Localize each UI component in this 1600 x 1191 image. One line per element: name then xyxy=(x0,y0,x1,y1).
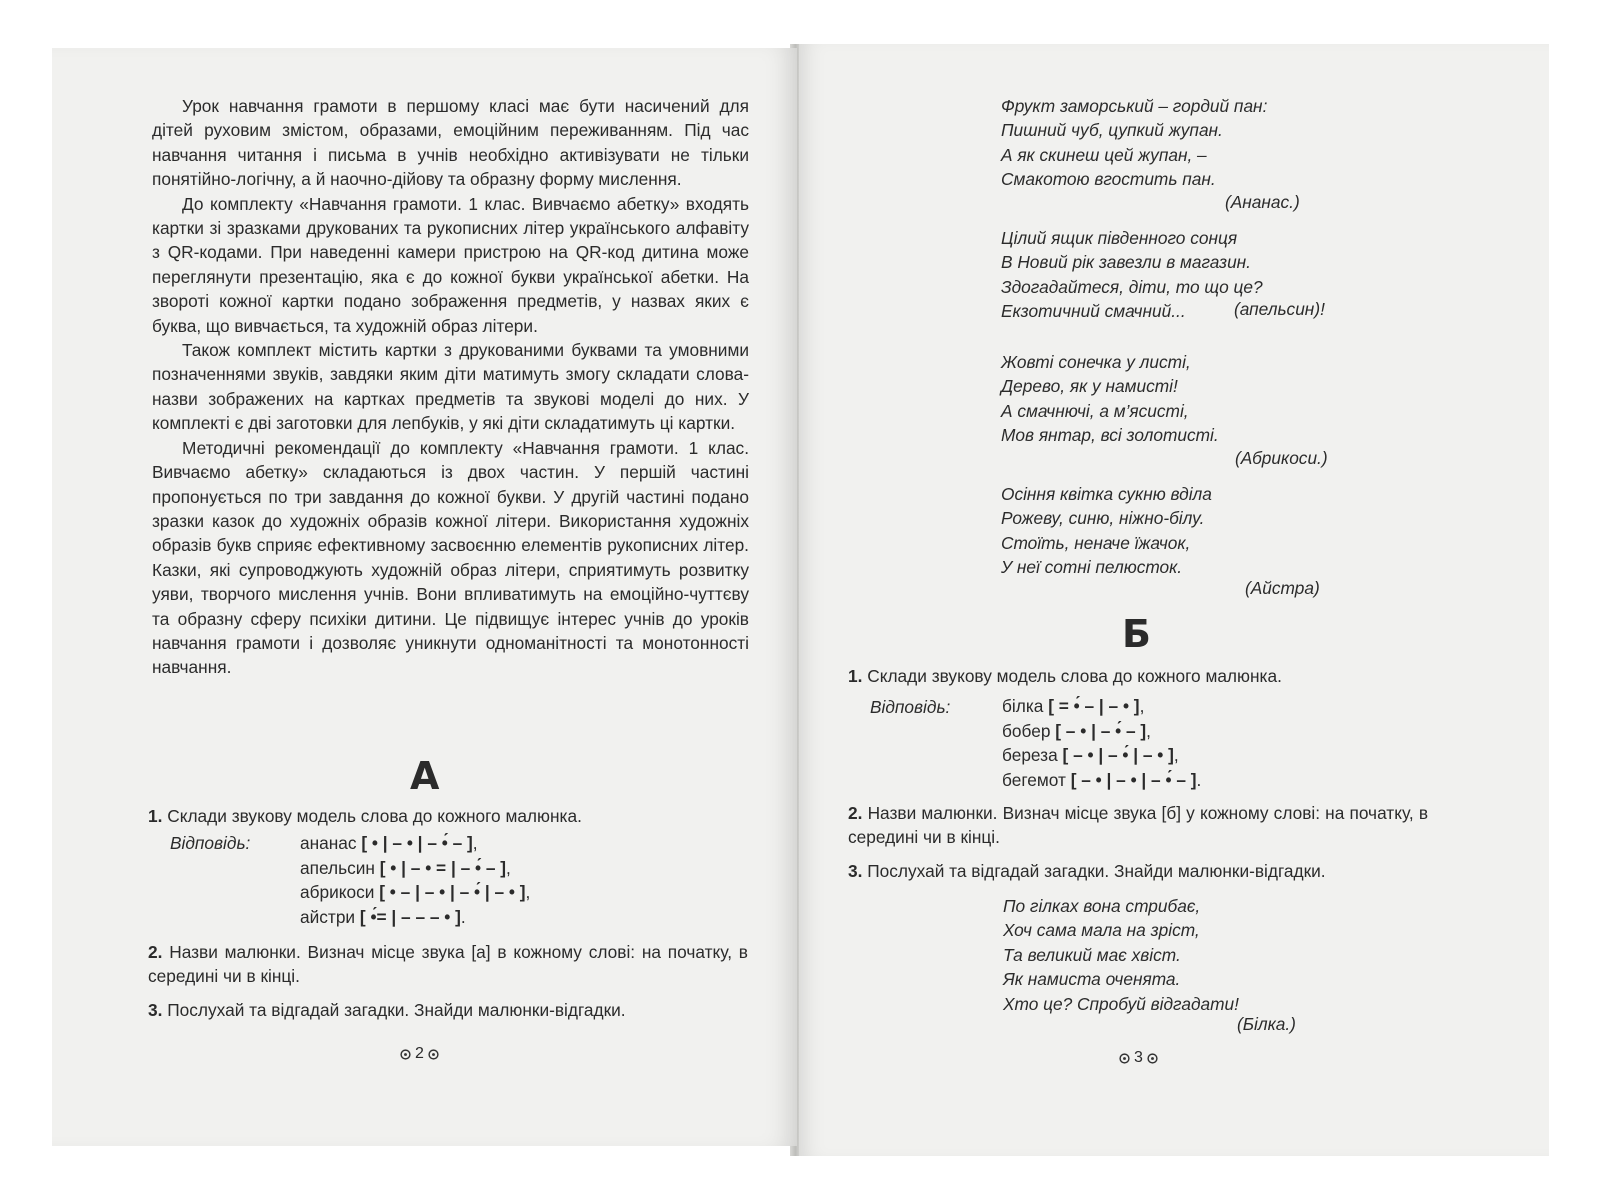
task-number: 1. xyxy=(848,666,863,686)
model-end: . xyxy=(1196,769,1202,790)
task-text: Назви малюнки. Визнач місце звука [а] в кожному слові: на початку, в середині чи в кінці. xyxy=(148,942,748,987)
task-number: 1. xyxy=(148,806,163,826)
sound-models-a xyxy=(300,831,530,929)
riddle-line: Фрукт заморський – гордий пан: xyxy=(1001,96,1268,116)
model-end: , xyxy=(472,833,478,853)
riddle-line: Мов янтар, всі золотисті. xyxy=(1001,425,1219,446)
riddle-2 xyxy=(1001,226,1263,324)
task-text: Склади звукову модель слова до кожного малюнка. xyxy=(867,666,1282,686)
riddle-line: Смакотою вгостить пан. xyxy=(1001,169,1216,190)
riddle-line: Пишний чуб, цупкий жупан. xyxy=(1001,120,1223,141)
riddle-line: Осіння квітка сукню вділа xyxy=(1001,484,1212,504)
intro-paragraph: Урок навчання грамоти в першому класі має бути насичений для дітей руховим змістом, образами, емоційним переживанням. Під час навчання читання і письма в учнів необхідно активізувати не тільки понятійно-логічну, а й наочно-дійову та образну форму мислення. xyxy=(152,96,749,190)
riddle-line: Та великий має хвіст. xyxy=(1003,944,1181,965)
letter-heading-a: А xyxy=(410,754,440,798)
task-2 xyxy=(148,940,748,989)
model-end: , xyxy=(506,857,511,878)
riddle-4 xyxy=(1001,482,1212,580)
model-row xyxy=(1002,743,1201,768)
model-scheme: [ • | – • | – •́ – ] xyxy=(361,833,473,853)
model-scheme: [ = •́ – | – • ] xyxy=(1048,696,1140,716)
riddle-line: А як скинеш цей жупан, – xyxy=(1001,144,1207,165)
riddle-answer: (Абрикоси.) xyxy=(1235,448,1328,468)
riddle-line: Жовті сонечка у листі, xyxy=(1001,352,1191,372)
model-word: береза xyxy=(1002,745,1058,766)
riddle-line: У неї сотні пелюсток. xyxy=(1001,557,1183,578)
answer-label: Відповідь: xyxy=(870,697,951,717)
ornament-left-icon xyxy=(1119,1053,1130,1064)
riddle-line: Як намиста оченята. xyxy=(1003,969,1181,990)
intro-text xyxy=(152,94,749,680)
riddle-3 xyxy=(1001,350,1219,448)
model-row xyxy=(300,856,530,881)
riddle-bilka xyxy=(1003,894,1239,1016)
model-scheme: [ • – | – • | – •́ | – • ] xyxy=(379,882,526,903)
model-row xyxy=(1002,719,1201,744)
riddle-line: В Новий рік завезли в магазин. xyxy=(1001,252,1251,273)
task-number: 3. xyxy=(148,1000,163,1020)
model-row xyxy=(300,831,530,856)
page-number xyxy=(1119,1049,1158,1067)
task-number: 2. xyxy=(848,803,863,823)
model-word: білка xyxy=(1002,696,1044,716)
model-scheme: [ •́= | – – – • ] xyxy=(359,906,461,927)
task-text: Послухай та відгадай загадки. Знайди малюнки-відгадки. xyxy=(867,861,1326,881)
model-word: ананас xyxy=(300,833,357,853)
task-1 xyxy=(848,664,1448,688)
riddle-line: Здогадайтеся, діти, то що це? xyxy=(1001,276,1263,297)
model-scheme: [ – • | – •́ – ] xyxy=(1055,720,1147,741)
model-scheme: [ – • | – • | – •́ – ] xyxy=(1070,769,1197,790)
riddle-line: Стоїть, неначе їжачок, xyxy=(1001,532,1191,553)
intro-paragraph: До комплекту «Навчання грамоти. 1 клас. Вивчаємо абетку» входять картки зі зразками друкованих та рукописних літер українського алфавіту з QR-кодами. При наведенні камери пристрою на QR-код дитина може переглянути презентацію, яка є до кожної букви української абетки. На звороті кожної картки подано зображення предметів, у назвах яких є буква, що вивчається, та художній образ літери. xyxy=(152,193,749,336)
model-end: , xyxy=(1173,745,1179,766)
model-end: , xyxy=(1146,720,1151,741)
intro-paragraph: Методичні рекомендації до комплекту «Навчання грамоти. 1 клас. Вивчаємо абетку» складаються із двох частин. У першій частині пропонується по три завдання до кожної букви. У другій частині подано зразки казок до художніх образів кожної літери. Використання художніх образів букв сприяє ефективному засвоєнню елементів рукописних літер. Казки, які супроводжують художній образ літери, сприятимуть розвитку уяви, творчого мислення учнів. Вони впливатимуть на емоційно-чуттєву та образну сферу психіки дитини. Це підвищує інтерес учнів до уроків навчання грамоти і дозволяє уникнути одноманітності та монотонності навчання. xyxy=(152,437,749,678)
intro-paragraph: Також комплект містить картки з друкованими буквами та умовними позначеннями звуків, завдяки яким діти матимуть змогу складати слова-назви зображених на картках предметів та звукові моделі до них. У комплекті є дві заготовки для лепбуків, у які діти складатимуть ці картки. xyxy=(152,340,749,434)
ornament-right-icon xyxy=(1147,1053,1158,1064)
riddle-answer: (Айстра) xyxy=(1245,578,1320,598)
model-scheme: [ – • | – •́ | – • ] xyxy=(1062,745,1174,766)
ornament-left-icon xyxy=(400,1049,411,1060)
page-number-value: 3 xyxy=(1134,1049,1143,1066)
model-row xyxy=(1002,768,1201,793)
ornament-right-icon xyxy=(428,1049,439,1060)
riddle-answer: (Ананас.) xyxy=(1225,192,1300,212)
right-page xyxy=(799,44,1549,1156)
task-number: 3. xyxy=(848,861,863,881)
riddle-line: Хоч сама мала на зріст, xyxy=(1003,920,1200,941)
riddle-1 xyxy=(1001,94,1267,192)
riddle-line: Цілий ящик південного сонця xyxy=(1001,228,1238,248)
task-3 xyxy=(148,998,748,1022)
letter-heading-b: Б xyxy=(1122,612,1151,656)
task-text: Назви малюнки. Визнач місце звука [б] у кожному слові: на початку, в середині чи в кінці. xyxy=(848,803,1428,848)
task-3 xyxy=(848,859,1448,883)
model-scheme: [ • | – • = | – •́ – ] xyxy=(379,857,507,878)
model-word: абрикоси xyxy=(300,882,375,903)
riddle-line: По гілках вона стрибає, xyxy=(1003,896,1201,916)
model-word: бегемот xyxy=(1002,769,1066,790)
riddle-line: Дерево, як у намисті! xyxy=(1001,376,1178,397)
model-word: бобер xyxy=(1002,720,1051,741)
task-2 xyxy=(848,801,1428,850)
model-word: айстри xyxy=(300,906,356,927)
riddle-line: Рожеву, синю, ніжно-білу. xyxy=(1001,508,1205,529)
riddle-answer: (апельсин)! xyxy=(1234,299,1325,319)
riddle-line: А смачнючі, а м’ясисті, xyxy=(1001,400,1189,421)
riddle-answer: (Білка.) xyxy=(1237,1014,1296,1034)
model-row xyxy=(300,880,530,905)
task-text: Послухай та відгадай загадки. Знайди малюнки-відгадки. xyxy=(167,1000,626,1020)
page-number xyxy=(400,1045,439,1063)
model-end: , xyxy=(525,882,531,903)
sound-models-b xyxy=(1002,694,1201,792)
task-number: 2. xyxy=(148,942,163,962)
task-1 xyxy=(148,804,748,828)
model-end: . xyxy=(460,906,466,927)
model-row xyxy=(1002,694,1201,719)
riddle-line: Хто це? Спробуй відгадати! xyxy=(1003,993,1239,1014)
model-word: апельсин xyxy=(300,857,375,878)
model-end: , xyxy=(1139,696,1145,716)
task-text: Склади звукову модель слова до кожного малюнка. xyxy=(167,806,582,826)
left-page xyxy=(52,48,797,1146)
answer-label: Відповідь: xyxy=(170,833,251,853)
riddle-line: Екзотичний смачний... xyxy=(1001,301,1186,322)
page-number-value: 2 xyxy=(415,1045,424,1062)
model-row xyxy=(300,905,530,930)
